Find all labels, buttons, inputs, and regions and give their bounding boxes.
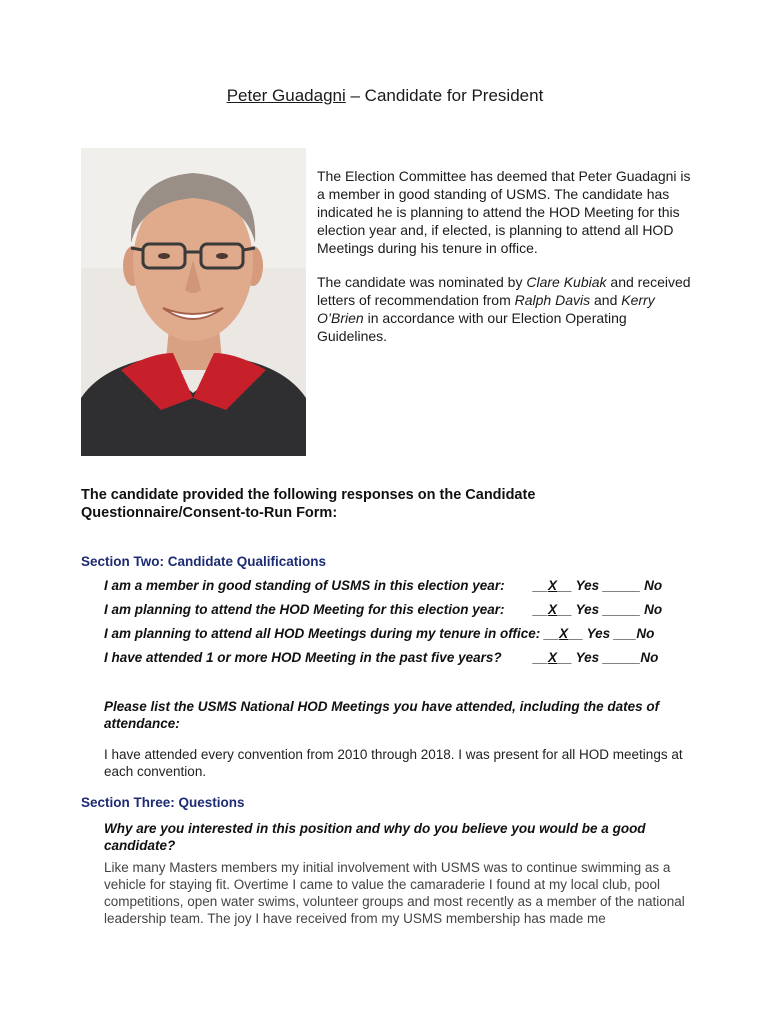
section-three-heading: Section Three: Questions [81,795,245,810]
qualification-question: I am a member in good standing of USMS in this election year: [104,578,505,593]
hod-attendance-prompt: Please list the USMS National HOD Meetings you have attended, including the dates of attendance: [104,699,660,731]
nomination-text: The candidate was nominated by [317,274,527,290]
section-two-heading: Section Two: Candidate Qualifications [81,554,327,569]
candidate-name: Peter Guadagni [226,86,346,105]
nomination-text: and received letters of recommendation from [317,274,691,308]
qualification-row [104,602,662,617]
qualification-row [104,578,662,593]
qualification-row [104,650,658,665]
answer-no-label: No [636,626,655,641]
answer-blank: __ [540,626,560,641]
page-title [0,86,770,106]
answer-mark: X [548,578,558,593]
questionnaire-heading: The candidate provided the following responses on the Candidate Questionnaire/Consent-to-Run Form: [81,487,536,521]
nomination-text: and [590,292,622,308]
answer-no-label: No [640,650,659,665]
answer-no-label: No [644,602,663,617]
answer-mark: X [548,650,558,665]
qualification-question: I have attended 1 or more HOD Meeting in the past five years? [104,650,502,665]
qualification-question: I am planning to attend the HOD Meeting for this election year: [104,602,505,617]
nominator-name: Clare Kubiak [526,274,607,290]
candidate-role: – Candidate for President [345,86,544,105]
qualification-question: I am planning to attend all HOD Meetings during my tenure in office: [104,626,541,641]
answer-blank: __ Yes ___ [568,626,637,641]
intro-paragraph-nomination [317,273,697,345]
answer-blank: __ Yes _____ [557,602,645,617]
recommender-name: Ralph Davis [514,292,591,308]
answer-mark: X [559,626,569,641]
intro-text [317,167,697,361]
hod-attendance-answer: I have attended every convention from 2010 through 2018. I was present for all HOD meetings at each convention. [104,747,683,779]
answer-blank: __ [533,602,549,617]
answer-mark: X [548,602,558,617]
interest-answer: Like many Masters members my initial involvement with USMS was to continue swimming as a vehicle for staying fit. Overtime I came to value the camaraderie I found at my local club, pool competitions, open water swims, volunteer groups and most recently as a member of the national leadership team. The joy I have received from my USMS membership has made me [104,860,685,926]
nomination-text: in accordance with our Election Operating Guidelines. [317,310,627,344]
intro-paragraph-eligibility: The Election Committee has deemed that Peter Guadagni is a member in good standing of USMS. The candidate has indicated he is planning to attend the HOD Meeting for this election year and, if elected, is planning to attend all HOD Meetings during his tenure in office. [317,168,691,256]
recommender-name: Kerry O’Brien [317,292,655,326]
answer-no-label: No [644,578,663,593]
answer-blank: __ [533,650,549,665]
interest-question-prompt: Why are you interested in this position and why do you believe you would be a good candidate? [104,821,646,853]
portrait-illustration [81,148,306,456]
answer-blank: __ [533,578,549,593]
candidate-photo [81,148,306,456]
answer-blank: __ Yes _____ [557,650,641,665]
qualification-row [104,626,654,641]
answer-blank: __ Yes _____ [557,578,645,593]
